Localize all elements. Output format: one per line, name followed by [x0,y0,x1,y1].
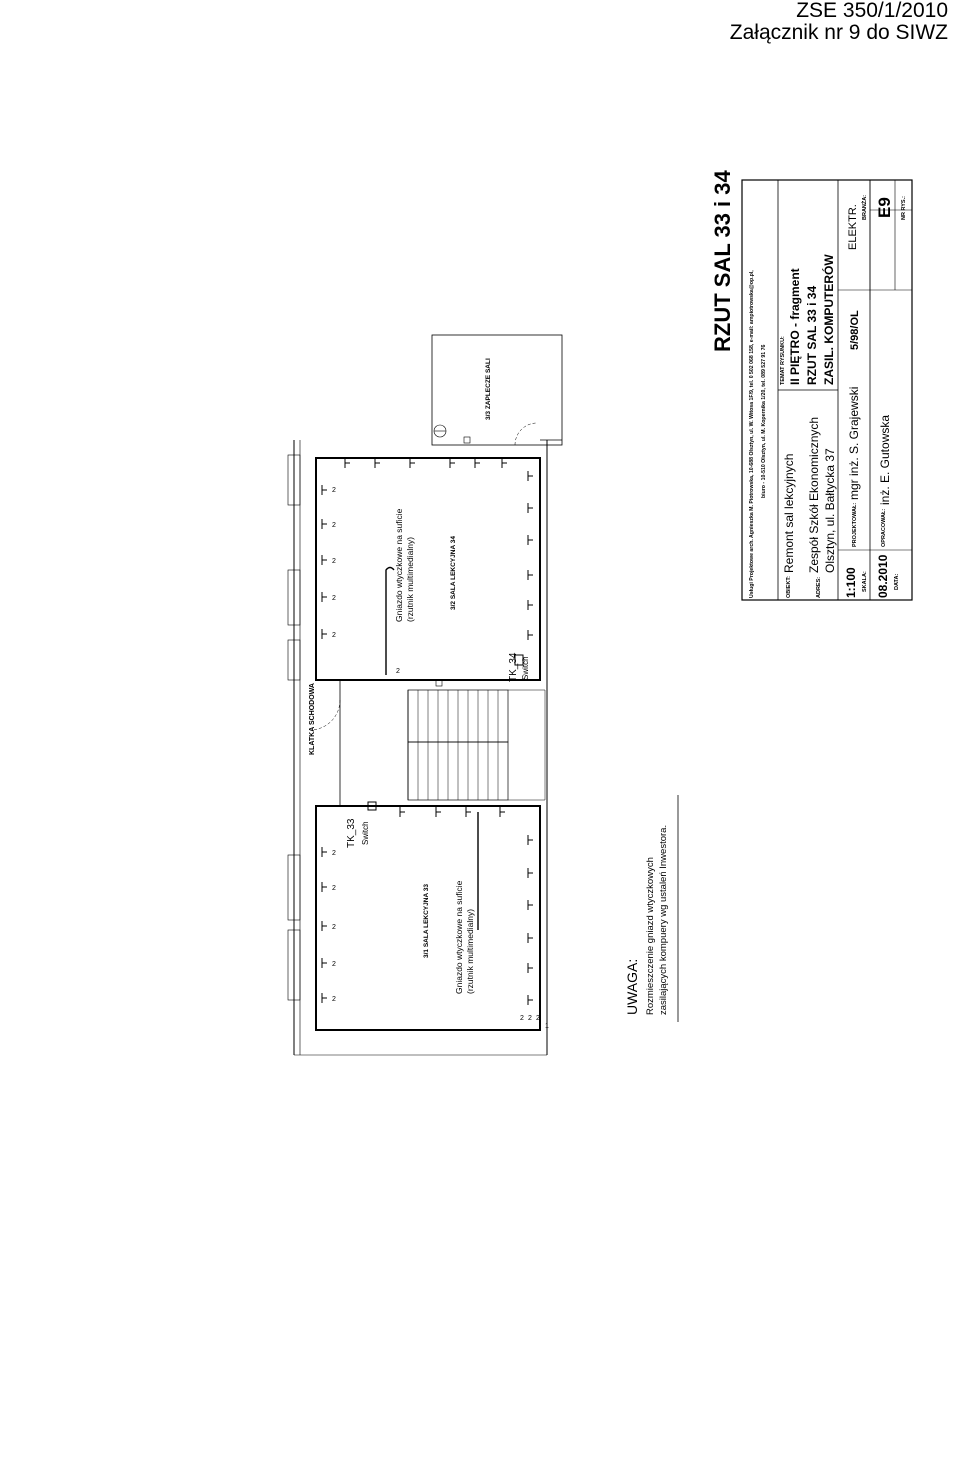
switch-33-label: Switch [361,821,370,845]
circuit-mark: 2 [332,595,336,602]
permit-value: 5/98/OL [849,310,861,350]
socket-note-34-line1: Gniazdo wtyczkowe na suficie [394,508,404,622]
tk-34-label: TK_34 [508,652,519,682]
branch-caption: BRANŻA: [862,194,868,220]
tk-33-label: TK_33 [346,818,357,848]
address-caption: ADRES: [816,576,822,598]
drawing-title: RZUT SAL 33 i 34 [710,170,735,352]
socket-note-33-line1: Gniazdo wtyczkowe na suficie [454,880,464,994]
designer-office-line-1: Usługi Projektowe arch. Agnieszka M. Piotrowska, 10-688 Olsztyn, ul. W. Witosa 1F/9, tel. 0 502 068 158, e-mail: ampiotrowska@op.pl, [749,270,755,598]
circuit-mark: 2 [332,961,336,968]
object-value: Remont sal lekcyjnych [782,453,796,573]
scale-value: 1:100 [844,567,858,598]
room-33-label: 3/1 SALA LEKCYJNA 33 [423,884,430,958]
attachment-label: Załącznik nr 9 do SIWZ [729,21,948,44]
circuit-mark: 2 [396,668,400,675]
subject-line-3: ZASIL. KOMPUTERÓW [822,254,836,385]
circuit-mark: 2 [528,1015,532,1022]
designer-value: mgr inż. S. Grajewski [847,386,861,500]
note-heading: UWAGA: [624,958,640,1015]
circuit-mark: 2 [332,632,336,639]
circuit-mark: 2 [332,996,336,1003]
subject-line-1: II PIĘTRO - fragment [788,268,802,385]
circuit-mark: 2 [332,558,336,565]
designer-office-line-2: biuro - 10-510 Olsztyn, ul. M. Kopernika 1/20, tel. 089 527 91 76 [761,344,767,498]
note-block [624,795,678,1022]
address-line-2: Olsztyn, ul. Bałtycka 37 [823,448,837,573]
date-caption: DATA: [894,573,900,590]
drawing-number: E9 [875,197,894,218]
note-line-1: Rozmieszczenie gniazd wtyczkowych [645,857,656,1015]
socket-note-34-line2: (rzutnik multimedialny) [405,536,415,622]
branch-value: ELEKTR. [847,204,859,250]
switch-34-label: Switch [521,656,530,680]
object-caption: OBIEKT: [786,576,792,598]
subject-caption: TEMAT RYSUNKU: [780,336,786,385]
prepared-caption: OPRACOWAŁ: [881,508,887,547]
subject-line-2: RZUT SAL 33 i 34 [805,285,819,385]
address-line-1: Zespół Szkół Ekonomicznych [807,416,821,573]
date-value: 08.2010 [876,554,890,598]
note-line-2: zasilających kompuery wg ustaleń Inwestora. [658,824,669,1015]
circuit-mark: 2 [332,522,336,529]
drawing-number-caption: NR RYS.: [901,196,907,220]
circuit-mark: 2 [332,924,336,931]
room-34-label: 3/2 SALA LEKCYJNA 34 [450,536,457,610]
circuit-mark: 2 [332,885,336,892]
scale-caption: SKALA: [862,571,868,592]
document-reference: ZSE 350/1/2010 [796,0,948,22]
circuit-mark-one: 1 [545,1023,549,1030]
socket-note-33-line2: (rzutnik multimedialny) [465,908,475,994]
circuit-mark: 2 [536,1015,540,1022]
back-room-label: 3/3 ZAPLECZE SALI [485,358,492,420]
circuit-mark: 2 [332,487,336,494]
stairs-label: KLATKA SCHODOWA [309,683,316,755]
title-block [710,169,912,600]
circuit-mark: 2 [520,1015,524,1022]
prepared-value: inż. E. Gutowska [878,414,892,505]
circuit-mark: 2 [332,850,336,857]
designer-caption: PROJEKTOWAŁ: [852,502,858,547]
